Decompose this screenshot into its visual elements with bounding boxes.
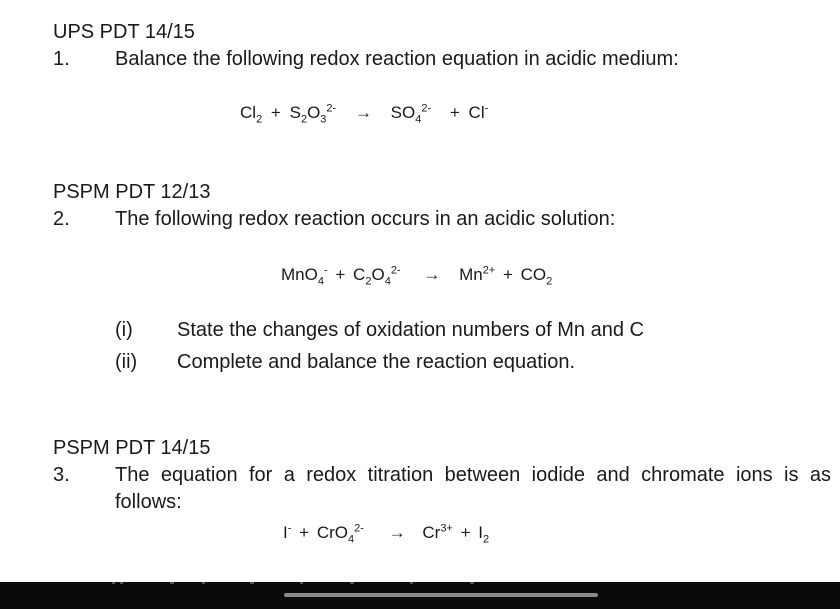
q1-source: UPS PDT 14/15: [53, 21, 195, 43]
q2-sub-item-text-1: State the changes of oxidation numbers of Mn and C: [177, 319, 644, 341]
q2-text: The following redox reaction occurs in an acidic solution:: [115, 208, 616, 230]
q2-sub-item-label-1: (i): [115, 319, 133, 341]
home-indicator[interactable]: [284, 593, 598, 597]
q2-eq-plus2: +: [502, 265, 513, 284]
q1-eq-term1: $Cl_2$: [240, 103, 263, 126]
q2-eq-arrow: →: [423, 265, 441, 284]
q1-eq-plus2: +: [449, 103, 460, 122]
q3-eq-term3: $Cr^{3+}$: [422, 522, 453, 542]
q1-eq-plus1: +: [270, 103, 281, 122]
q2-sub-item-label-2: (ii): [115, 351, 138, 373]
q2-number: 2.: [53, 208, 70, 230]
q3-equation: [283, 522, 490, 546]
q3-eq-term1: I-: [283, 522, 292, 542]
system-bottom-bar: [0, 582, 840, 609]
q2-equation: [281, 264, 553, 288]
q3-eq-plus2: +: [460, 523, 471, 542]
q2-eq-plus1: +: [335, 265, 346, 284]
q1-eq-term3: $SO_4^{2-}$: [390, 102, 432, 126]
q3-eq-term4: $I_2$: [478, 523, 490, 546]
q1-number: 1.: [53, 48, 70, 70]
q3-eq-term2: CrO$_4^{2-}$: [316, 522, 364, 546]
q3-text-line2: follows:: [115, 491, 182, 513]
q1-eq-term4: Cl-: [468, 102, 489, 122]
q1-text: Balance the following redox reaction equation in acidic medium:: [115, 48, 679, 70]
q2-eq-term4: $CO_2$: [520, 265, 553, 288]
q1-equation: [240, 102, 489, 126]
q3-source: PSPM PDT 14/15: [53, 437, 211, 459]
q2-eq-term2: $C_2O_4^{2-}$: [353, 264, 401, 288]
q2-source: PSPM PDT 12/13: [53, 181, 211, 203]
q3-eq-plus1: +: [299, 523, 310, 542]
q3-text-line1: The equation for a redox titration between iodide and chromate ions is as: [115, 464, 831, 486]
q2-sub-item-text-2: Complete and balance the reaction equation.: [177, 351, 576, 373]
q1-eq-arrow: →: [354, 103, 372, 122]
q3-number: 3.: [53, 464, 70, 486]
q2-eq-term1: MnO$_4$-: [281, 264, 328, 288]
cutoff-text-fragment: [110, 582, 510, 586]
q1-eq-term2: $S_2O_3^{2-}$: [289, 102, 337, 126]
q2-eq-term3: $Mn^{2+}$: [459, 264, 496, 284]
q3-eq-arrow: →: [388, 523, 406, 542]
